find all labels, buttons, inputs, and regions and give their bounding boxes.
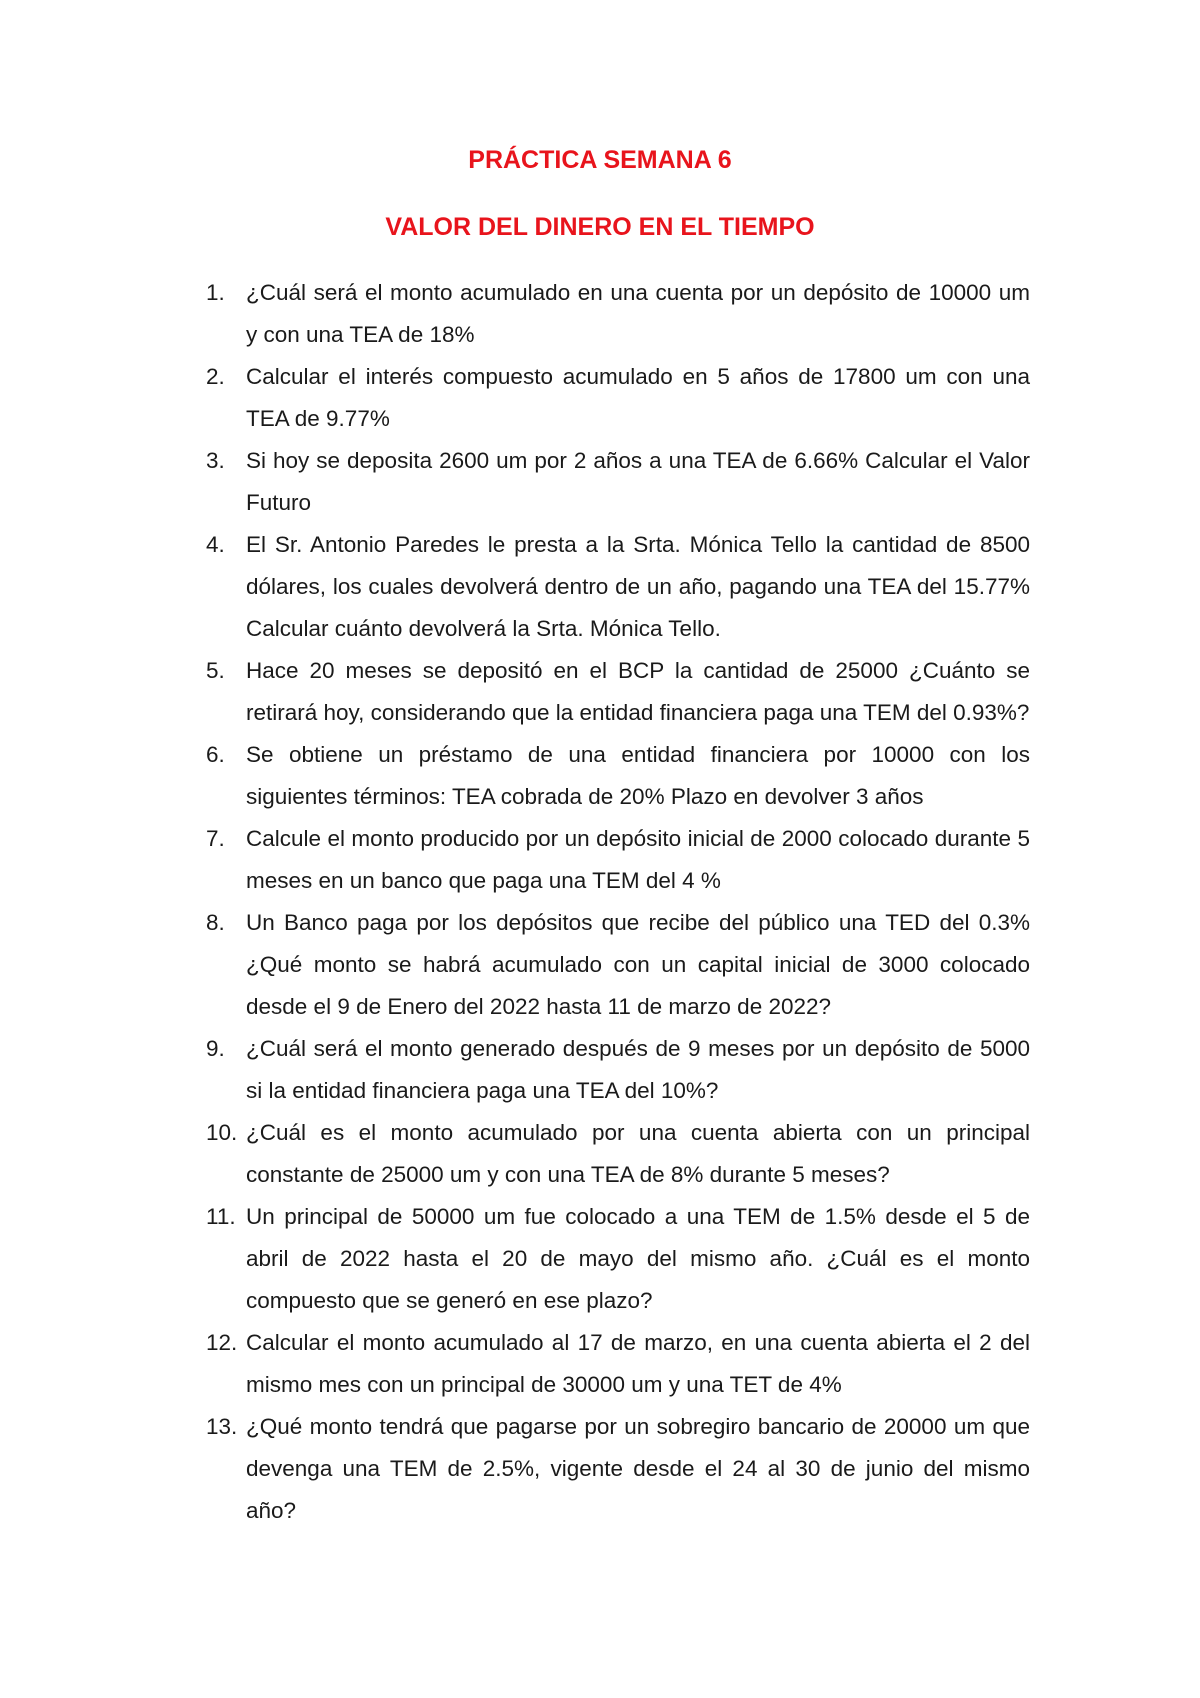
exercise-text: Un principal de 50000 um fue colocado a una TEM de 1.5% desde el 5 de abril de 2022 hasta el 20 de mayo del mismo año. ¿Cuál es el monto compuesto que se generó en ese plazo? [246,1204,1030,1313]
exercise-text: El Sr. Antonio Paredes le presta a la Srta. Mónica Tello la cantidad de 8500 dólares, los cuales devolverá dentro de un año, pagando una TEA del 15.77% Calcular cuánto devolverá la Srta. Mónica Tello. [246,532,1030,641]
exercise-text: Se obtiene un préstamo de una entidad financiera por 10000 con los siguientes términos: TEA cobrada de 20% Plazo en devolver 3 años [246,742,1030,809]
exercise-item [206,272,1030,356]
exercise-text: Hace 20 meses se depositó en el BCP la cantidad de 25000 ¿Cuánto se retirará hoy, considerando que la entidad financiera paga una TEM del 0.93%? [246,658,1030,725]
exercise-number: 11. [206,1204,236,1229]
exercise-number: 5. [206,658,225,683]
document-subtitle: VALOR DEL DINERO EN EL TIEMPO [385,213,815,241]
exercise-item [206,650,1030,734]
exercise-number: 7. [206,826,225,851]
document-title: PRÁCTICA SEMANA 6 [468,146,732,174]
exercise-number: 4. [206,532,225,557]
exercise-number: 10. [206,1120,238,1145]
exercise-item [206,818,1030,902]
exercise-item [206,440,1030,524]
exercise-text: Un Banco paga por los depósitos que recibe del público una TED del 0.3% ¿Qué monto se habrá acumulado con un capital inicial de 3000 colocado desde el 9 de Enero del 2022 hasta 11 de marzo de 2022? [246,910,1030,1019]
exercise-number: 9. [206,1036,225,1061]
exercise-item [206,902,1030,1028]
exercise-item [206,356,1030,440]
exercise-text: ¿Cuál será el monto acumulado en una cuenta por un depósito de 10000 um y con una TEA de 18% [246,280,1030,347]
exercise-text: Calcule el monto producido por un depósito inicial de 2000 colocado durante 5 meses en un banco que paga una TEM del 4 % [246,826,1030,893]
exercise-text: ¿Qué monto tendrá que pagarse por un sobregiro bancario de 20000 um que devenga una TEM de 2.5%, vigente desde el 24 al 30 de junio del mismo año? [246,1414,1030,1523]
exercise-item [206,1196,1030,1322]
exercise-number: 3. [206,448,225,473]
exercise-number: 2. [206,364,225,389]
exercise-item [206,524,1030,650]
exercise-text: Calcular el interés compuesto acumulado en 5 años de 17800 um con una TEA de 9.77% [246,364,1030,431]
exercise-item [206,1112,1030,1196]
exercise-number: 13. [206,1414,238,1439]
exercise-item [206,1322,1030,1406]
exercise-item [206,734,1030,818]
exercise-list [206,272,1030,1532]
exercise-item [206,1406,1030,1532]
exercise-text: ¿Cuál es el monto acumulado por una cuenta abierta con un principal constante de 25000 um y con una TEA de 8% durante 5 meses? [246,1120,1030,1187]
exercise-number: 6. [206,742,225,767]
exercise-number: 8. [206,910,225,935]
exercise-text: ¿Cuál será el monto generado después de 9 meses por un depósito de 5000 si la entidad financiera paga una TEA del 10%? [246,1036,1030,1103]
exercise-text: Calcular el monto acumulado al 17 de marzo, en una cuenta abierta el 2 del mismo mes con un principal de 30000 um y una TET de 4% [246,1330,1030,1397]
exercise-text: Si hoy se deposita 2600 um por 2 años a una TEA de 6.66% Calcular el Valor Futuro [246,448,1030,515]
exercise-number: 1. [206,280,225,305]
exercise-number: 12. [206,1330,238,1355]
exercise-item [206,1028,1030,1112]
